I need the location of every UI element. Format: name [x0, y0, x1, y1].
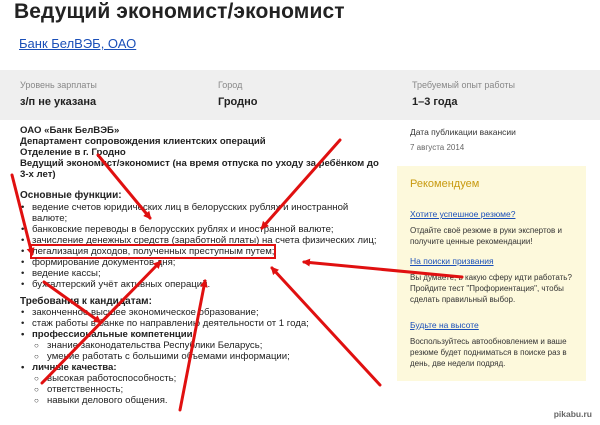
personal-heading: • личные качества:	[20, 362, 385, 373]
competencies-list	[20, 340, 385, 362]
recommend-item	[410, 251, 580, 305]
position-name: Ведущий экономист/экономист (на время отпуска по уходу за ребёнком до 3-х лет)	[20, 158, 379, 180]
branch-name: Отделение в г. Гродно	[20, 147, 126, 158]
functions-list	[20, 202, 385, 290]
list-item: ○ знание законодательства Республики Беларусь;	[20, 340, 385, 351]
recommend-title: Рекомендуем	[410, 178, 480, 190]
recommend-panel	[397, 166, 586, 381]
list-item: ○ ответственность;	[20, 384, 385, 395]
recommend-desc: Вы думаете, в какую сферу идти работать? Пройдите тест "Профориентация", чтобы сделать правильный выбор.	[410, 273, 572, 304]
functions-heading: Основные функции:	[20, 190, 122, 201]
list-item: ○ высокая работоспособность;	[20, 373, 385, 384]
recommend-desc: Отдайте своё резюме в руки экспертов и получите ценные рекомендации!	[410, 226, 562, 246]
list-item: • формирование документов дня;	[20, 257, 385, 268]
list-item-highlighted	[20, 246, 385, 257]
list-item: • стаж работы в банке по направлению деятельности от 1 года;	[20, 318, 385, 329]
city-value: Гродно	[218, 96, 258, 108]
publication-date: 7 августа 2014	[410, 143, 465, 152]
recommend-link-vocation[interactable]: На поиски призвания	[410, 256, 494, 266]
list-item: • ведение счетов юридических лиц в белорусских рублях и иностранной валюте;	[20, 202, 385, 224]
recommend-link-autoupdate[interactable]: Будьте на высоте	[410, 320, 479, 330]
experience-value: 1–3 года	[412, 96, 458, 108]
vacancy-summary-bar	[0, 70, 600, 120]
personal-list	[20, 373, 385, 406]
list-item: • законченное высшее экономическое образование;	[20, 307, 385, 318]
requirements-list	[20, 307, 385, 340]
list-item: • банковские переводы в белорусских рублях и иностранной валюте;	[20, 224, 385, 235]
recommend-item	[410, 315, 580, 369]
list-item: • ведение кассы;	[20, 268, 385, 279]
page-title: Ведущий экономист/экономист	[14, 0, 345, 23]
company-link[interactable]: Банк БелВЭБ, ОАО	[19, 36, 137, 51]
experience-label: Требуемый опыт работы	[412, 80, 515, 90]
department-name: Департамент сопровождения клиентских операций	[20, 136, 266, 147]
recommend-link-resume[interactable]: Хотите успешное резюме?	[410, 209, 516, 219]
highlighted-text: легализация доходов, полученных преступным путем;	[32, 245, 275, 257]
competencies-heading: • профессиональные компетенции:	[20, 329, 385, 340]
watermark: pikabu.ru	[553, 409, 592, 419]
recommend-desc: Воспользуйтесь автообновлением и ваше резюме будет подниматься в поиске раз в день, две недели подряд.	[410, 337, 567, 368]
salary-label: Уровень зарплаты	[20, 80, 97, 90]
employer-name: ОАО «Банк БелВЭБ»	[20, 125, 120, 136]
list-item: ○ умение работать с большими объемами информации;	[20, 351, 385, 362]
city-label: Город	[218, 80, 243, 90]
salary-value: з/п не указана	[20, 96, 97, 108]
list-item: • бухгалтерский учёт активных операций.	[20, 279, 385, 290]
list-item: ○ навыки делового общения.	[20, 395, 385, 406]
personal-heading-list	[20, 362, 385, 373]
publication-date-label: Дата публикации вакансии	[410, 127, 516, 137]
requirements-heading: Требования к кандидатам:	[20, 295, 152, 307]
list-item: • зачисление денежных средств (заработной платы) на счета физических лиц;	[20, 235, 385, 246]
recommend-item	[410, 204, 580, 247]
vacancy-description	[20, 125, 385, 406]
